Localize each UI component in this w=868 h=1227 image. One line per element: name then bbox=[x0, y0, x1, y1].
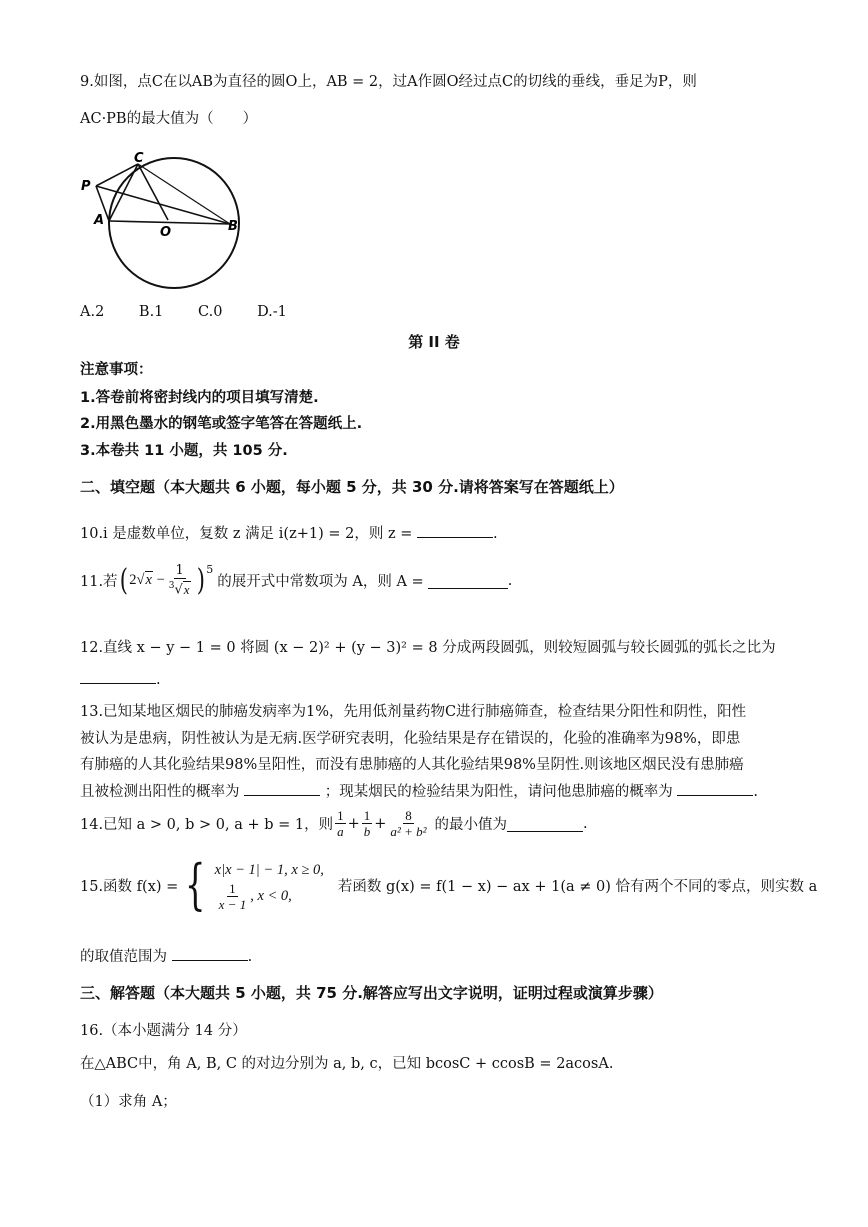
section-2-title: 第 II 卷 bbox=[408, 333, 460, 351]
fill-section-heading: 二、填空题（本大题共 6 小题，每小题 5 分，共 30 分.请将答案写在答题纸上） bbox=[80, 478, 624, 496]
q13-answer-blank-2[interactable] bbox=[677, 794, 753, 796]
q10-text: 10.i 是虚数单位，复数 z 满足 i(z+1) = 2，则 z = bbox=[80, 526, 413, 542]
q11: 11.若 ( 2√x − $\frac{1}{^3√x}$ ) $^5$ 的展开式中常数项为 A，则 A = . bbox=[80, 563, 513, 598]
q10: 10.i 是虚数单位，复数 z 满足 i(z+1) = 2，则 z = . bbox=[80, 526, 498, 542]
option-d: D.-1 bbox=[257, 304, 287, 320]
q11-right-paren: ) bbox=[196, 563, 205, 598]
q16-stem: 在△ABC中，角 A, B, C 的对边分别为 a, b, c，已知 bcosC + ccosB = 2acosA. bbox=[80, 1056, 614, 1072]
label-a: A bbox=[94, 213, 105, 228]
q12-text: 12.直线 x − y − 1 = 0 将圆 (x − 2)² + (y − 3)² = 8 分成两段圆弧，则较短圆弧与较长圆弧的弧长之比为 bbox=[80, 640, 776, 656]
segment-ac bbox=[109, 164, 138, 221]
q15-line2: 的取值范围为 . bbox=[80, 949, 253, 965]
q11-pre: 11.若 bbox=[80, 574, 118, 590]
q11-post: 的展开式中常数项为 A，则 A = bbox=[217, 574, 424, 590]
q15-piecewise: { x|x − 1| − 1, x ≥ 0, $\frac{1}{x - 1}$ , x < 0, bbox=[185, 853, 324, 916]
q13-line4-pre: 且被检测出阳性的概率为 bbox=[80, 784, 240, 800]
q14-frac-1a: $\frac{1}{a}$ bbox=[337, 808, 344, 839]
q9-text-line2: AC·PB的最大值为（ ） bbox=[80, 111, 258, 127]
q11-left-paren: ( bbox=[119, 563, 128, 598]
q11-expr-coef: 2√x − bbox=[129, 572, 165, 588]
q15-mid: 若函数 g(x) = f(1 − x) − ax + 1(a ≠ 0) 恰有两个不同的零点，则实数 a bbox=[337, 878, 818, 895]
q9-text-line1: 9.如图，点C在以AB为直径的圆O上，AB = 2，过A作圆O经过点C的切线的垂线，垂足为P，则 bbox=[80, 74, 697, 90]
q9-options bbox=[80, 304, 317, 320]
q12-answer-blank[interactable] bbox=[80, 682, 156, 684]
notice-3: 3.本卷共 11 小题，共 105 分. bbox=[80, 443, 288, 459]
q15-case-2: , x < 0, bbox=[250, 888, 292, 904]
notice-heading: 注意事项： bbox=[80, 362, 153, 378]
q11-exponent: 5 bbox=[206, 563, 214, 576]
q15-case-1: x|x − 1| − 1, x ≥ 0, bbox=[214, 861, 324, 878]
q9-line1 bbox=[80, 70, 697, 91]
q12-line2: . bbox=[80, 672, 161, 688]
label-o: O bbox=[160, 225, 172, 240]
q14-frac-1b: $\frac{1}{b}$ bbox=[363, 808, 371, 839]
q13-line4-mid: ；现某烟民的检验结果为阳性，请问他患肺癌的概率为 bbox=[324, 784, 673, 800]
q10-answer-blank[interactable] bbox=[417, 536, 493, 538]
q16-part1: （1）求角 A； bbox=[80, 1094, 177, 1110]
notice-1: 1.答卷前将密封线内的项目填写清楚. bbox=[80, 390, 319, 406]
answer-section-heading: 三、解答题（本大题共 5 小题，共 75 分.解答应写出文字说明，证明过程或演算步骤） bbox=[80, 984, 663, 1002]
q14-post: 的最小值为 bbox=[434, 817, 507, 833]
q14-pre: 14.已知 a > 0, b > 0, a + b = 1，则 bbox=[80, 817, 334, 833]
q14-frac-8: $\frac{8}{\text{a² + b²}}$ bbox=[390, 808, 427, 839]
segment-pb bbox=[96, 186, 230, 224]
q13-line2: 被认为是患病，阴性被认为是无病.医学研究表明，化验结果是存在错误的，化验的准确率为98%，即患 bbox=[80, 731, 741, 747]
option-c: C.0 bbox=[198, 304, 223, 320]
label-c: C bbox=[134, 151, 144, 166]
q15-pre: 15.函数 f(x) = bbox=[80, 878, 179, 895]
label-p: P bbox=[81, 179, 91, 194]
q11-answer-blank[interactable] bbox=[428, 587, 508, 589]
segment-ab bbox=[109, 221, 230, 224]
label-b: B bbox=[228, 219, 238, 234]
q12 bbox=[80, 636, 776, 657]
segment-co bbox=[138, 164, 168, 220]
q9-circle-figure bbox=[78, 140, 258, 290]
q14: 14.已知 a > 0, b > 0, a + b = 1，则 $\frac{1}{a}$ + $\frac{1}{b}$ + $\frac{8}{\text{a² + b²}}$ 的最小值为 . bbox=[80, 808, 588, 839]
q13-line1: 13.已知某地区烟民的肺癌发病率为1%，先用低剂量药物C进行肺癌筛查，检查结果分阳性和阴性，阳性 bbox=[80, 704, 747, 720]
q16-header: 16.（本小题满分 14 分） bbox=[80, 1023, 247, 1039]
q15 bbox=[80, 853, 818, 916]
option-a: A.2 bbox=[80, 304, 105, 320]
q9-line2 bbox=[80, 107, 257, 128]
q13-line3: 有肺癌的人其化验结果98%呈阳性，而没有患肺癌的人其化验结果98%呈阴性.则该地区烟民没有患肺癌 bbox=[80, 757, 744, 773]
notice-2: 2.用黑色墨水的钢笔或签字笔答在答题纸上. bbox=[80, 416, 363, 432]
q11-fraction: $\frac{1}{^3√x}$ bbox=[168, 563, 190, 598]
q13-answer-blank-1[interactable] bbox=[244, 794, 320, 796]
q15-case-2-frac: $\frac{1}{x - 1}$ bbox=[218, 880, 247, 912]
q15-case-2-row bbox=[215, 881, 324, 912]
q13-line4: 且被检测出阳性的概率为 ；现某烟民的检验结果为阳性，请问他患肺癌的概率为 . bbox=[80, 784, 758, 800]
q15-answer-blank[interactable] bbox=[172, 959, 248, 961]
option-b: B.1 bbox=[138, 304, 164, 320]
q15-line2-text: 的取值范围为 bbox=[80, 949, 167, 965]
q14-answer-blank[interactable] bbox=[507, 830, 583, 832]
